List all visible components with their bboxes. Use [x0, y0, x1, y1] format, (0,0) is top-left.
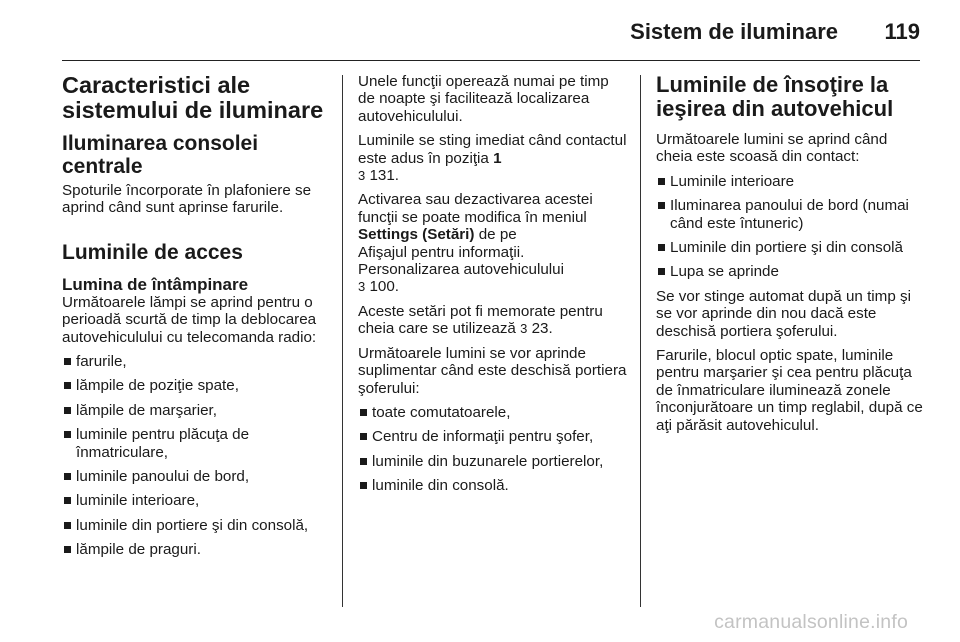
paragraph-console: Spoturile încorporate în plafoniere se aprind când sunt aprinse farurile.	[62, 182, 312, 217]
list-item: lămpile de praguri.	[62, 541, 334, 558]
main-heading: Caracteristici ale sistemului de iluminare	[62, 72, 324, 123]
page-ref-icon: 3	[358, 168, 366, 184]
column-2	[358, 73, 628, 608]
paragraph-driver-door: Următoarele lumini se vor aprinde suplimentar când este deschisă portiera şoferului:	[358, 344, 627, 397]
section-heading-console: Iluminarea consolei centrale	[62, 132, 259, 178]
list-item: Luminile din portiere şi din consolă	[656, 239, 924, 256]
watermark: carmanualsonline.info	[714, 611, 908, 633]
list-item: luminile interioare,	[62, 492, 334, 509]
page-ref-link[interactable]: 100.	[369, 278, 400, 296]
section-heading-access: Luminile de acces	[62, 240, 243, 264]
list-item: lămpile de marşarier,	[62, 402, 334, 419]
list-item: lămpile de poziţie spate,	[62, 377, 334, 394]
column-3	[656, 73, 924, 608]
page-ref-link[interactable]: 131.	[369, 167, 400, 185]
ignition-position: 1	[493, 149, 502, 167]
list-item: toate comutatoarele,	[358, 404, 628, 421]
list-item: Iluminarea panoului de bord (numai când este întuneric)	[656, 197, 924, 232]
subheading-welcome: Lumina de întâmpinare	[62, 274, 249, 294]
paragraph-exit-intro: Următoarele lumini se aprind când cheia este scoasă din contact:	[656, 131, 888, 166]
column-divider-2	[640, 75, 641, 607]
ignition-text: Luminile se sting imediat când contactul este adus în poziţia	[358, 132, 627, 167]
settings-after: de pe	[478, 226, 517, 244]
paragraph-auto-off: Se vor stinge automat după un timp şi se vor aprinde din nou dacă este deschisă portiera şoferului.	[656, 287, 911, 340]
header-title: Sistem de iluminare	[630, 19, 838, 44]
list-item: luminile din portiere şi din consolă,	[62, 517, 334, 534]
list-item: Luminile interioare	[656, 173, 924, 190]
list-item: Lupa se aprinde	[656, 263, 924, 280]
paragraph-welcome-intro: Următoarele lămpi se aprind pentru o perioadă scurtă de timp la deblocarea autovehiculului cu telecomanda radio:	[62, 293, 317, 346]
list-item: Centru de informaţii pentru şofer,	[358, 428, 628, 445]
memory-text: Aceste setări pot fi memorate pentru cheia care se utilizează	[358, 302, 603, 338]
column-1	[62, 73, 334, 608]
list-item: luminile pentru plăcuţa de înmatriculare,	[62, 426, 334, 461]
header-rule	[62, 60, 920, 61]
paragraph-memory	[358, 303, 628, 338]
settings-display: Afişajul pentru informaţii.	[358, 243, 525, 261]
list-item: farurile,	[62, 353, 334, 370]
paragraph-night: Unele funcţii operează numai pe timp de noapte şi facilitează localizarea autovehiculului.	[358, 73, 609, 125]
settings-menu-name: Settings (Setări)	[358, 226, 475, 244]
page-ref-link[interactable]: 23.	[531, 320, 553, 338]
page-number: 119	[884, 19, 920, 44]
list-item: luminile din buzunarele portierelor,	[358, 453, 628, 470]
paragraph-ignition	[358, 132, 628, 184]
list-driver-door-lights	[358, 404, 628, 495]
settings-text: Activarea sau dezactivarea acestei funcţii se poate modifica în meniul	[358, 191, 593, 226]
list-welcome-lights	[62, 353, 334, 559]
paragraph-settings	[358, 191, 628, 295]
paragraph-headlights: Farurile, blocul optic spate, luminile pentru marşarier şi cea pentru plăcuţa de înmatriculare iluminează zonele înconjurătoare un timp reglabil, după ce aţi părăsit autovehiculul.	[656, 347, 923, 434]
list-item: luminile panoului de bord,	[62, 468, 334, 485]
settings-personalization: Personalizarea autovehiculului	[358, 261, 565, 279]
page-ref-icon: 3	[358, 279, 366, 295]
exit-lights-heading: Luminile de însoţire la ieşirea din autovehicul	[656, 72, 894, 121]
list-exit-lights	[656, 173, 924, 281]
list-item: luminile din consolă.	[358, 477, 628, 494]
page-ref-icon: 3	[520, 321, 528, 337]
column-divider-1	[342, 75, 343, 607]
